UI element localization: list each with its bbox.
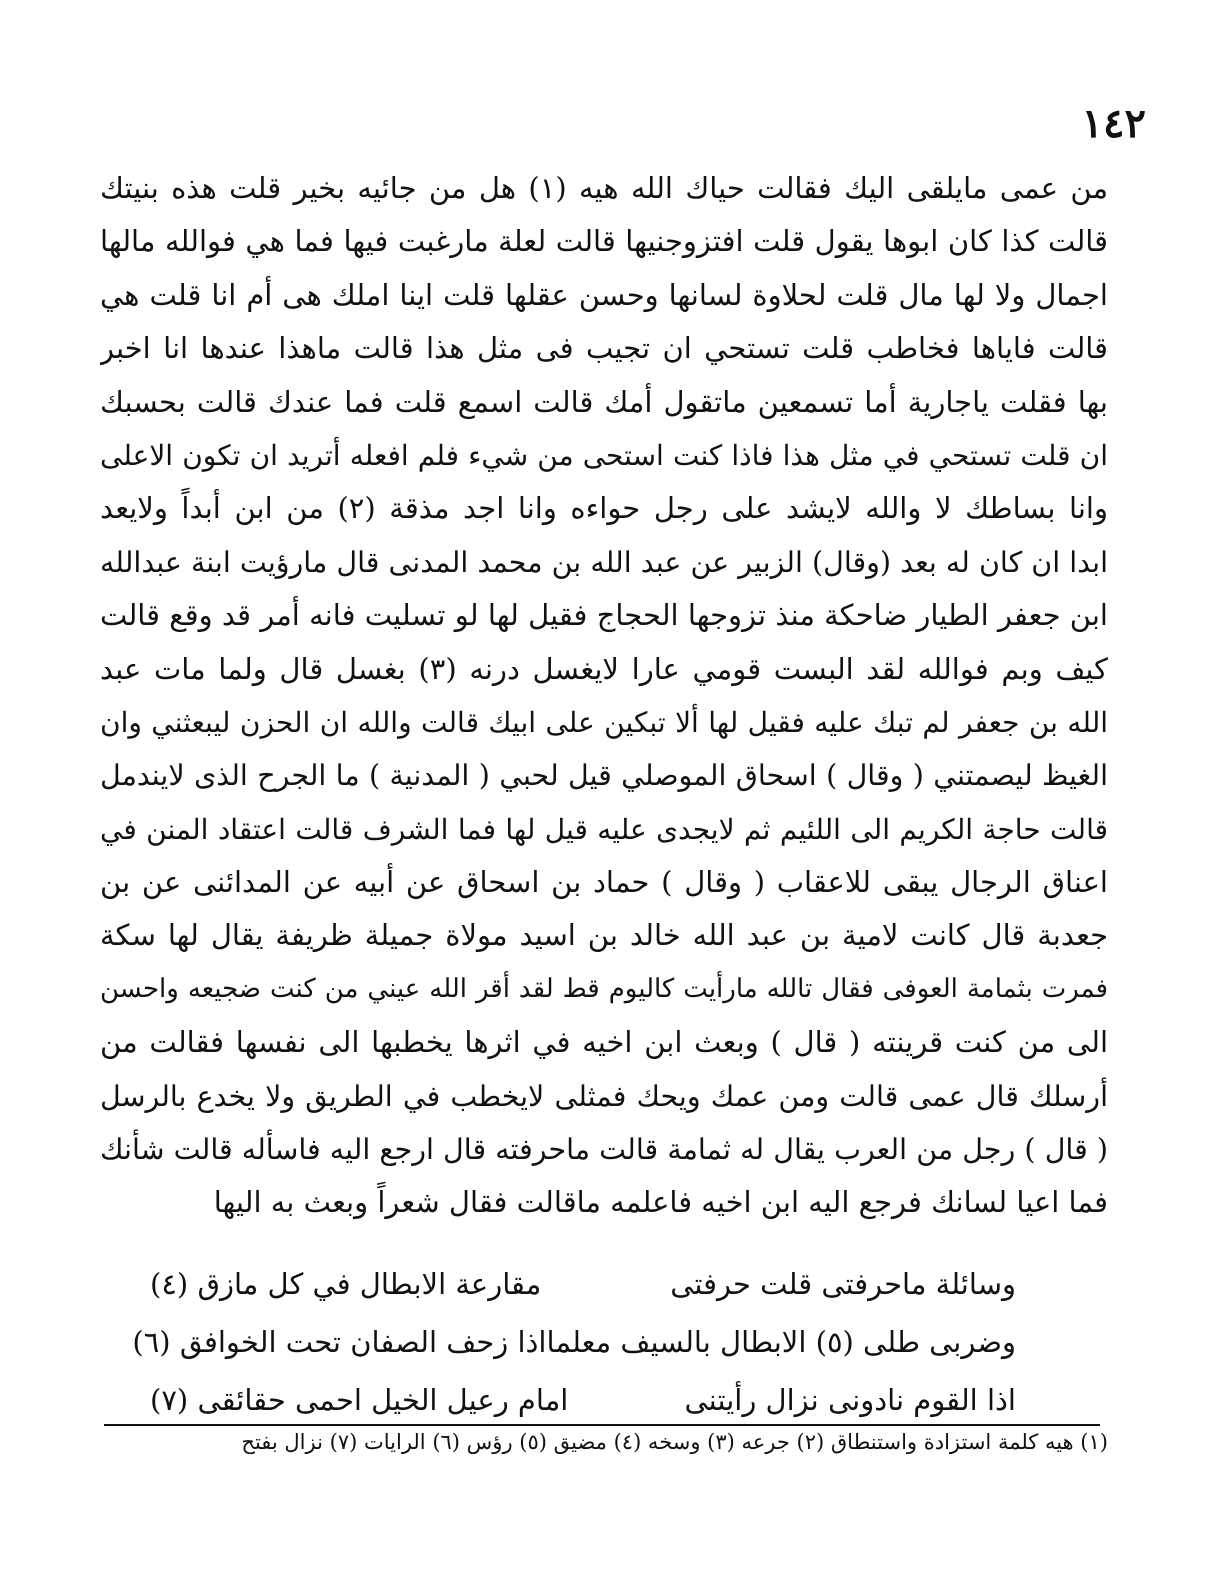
text-line: كيف وبم فوالله لقد البست قومي عارا لايغسل درنه (٣) بغسل قال ولما مات عبد bbox=[100, 651, 1108, 686]
verse-second-hemistich: اذا زحف الصفان تحت الخوافق (٦) bbox=[132, 1325, 547, 1359]
text-line: اعناق الرجال يبقى للاعقاب ( وقال ) حماد بن اسحاق عن أبيه عن المدائنى عن بن bbox=[100, 865, 1108, 900]
text-line: ابدا ان كان له بعد (وقال) الزبير عن عبد الله بن محمد المدنى قال مارؤيت ابنة عبدالله bbox=[100, 545, 1108, 579]
text-line: اجمال ولا لها مال قلت لحلاوة لسانها وحسن عقلها قلت اينا املك هى أم انا قلت هي bbox=[100, 277, 1108, 312]
text-line: ان قلت تستحي في مثل هذا فاذا كنت استحى من شيء فلم افعله أتريد ان تكون الاعلى bbox=[100, 438, 1108, 472]
text-line: ابن جعفر الطيار ضاحكة منذ تزوجها الحجاج فقيل لها لو تسليت فانه أمر قد وقع قالت bbox=[100, 598, 1108, 633]
text-line: ( قال ) رجل من العرب يقال له ثمامة قالت ماحرفته قال ارجع اليه فاسأله قالت شأنك bbox=[100, 1133, 1108, 1167]
text-line: الغيظ ليصمتني ( وقال ) اسحاق الموصلي قيل لحبي ( المدنية ) ما الجرح الذى لايندمل bbox=[100, 759, 1108, 793]
text-line: وانا بساطك لا والله لايشد على رجل حواءه وانا اجد مذقة (٢) من ابن أبداً ولايعد bbox=[100, 491, 1108, 526]
verse-second-hemistich: مقارعة الابطال في كل مازق (٤) bbox=[150, 1267, 542, 1301]
text-line: فما اعيا لسانك فرجع اليه ابن اخيه فاعلمه ماقالت فقال شعراً وبعث به اليها bbox=[213, 1185, 1108, 1220]
footnote-divider bbox=[104, 1424, 1100, 1426]
text-line: الى من كنت قرينته ( قال ) وبعث ابن اخيه في اثرها يخطبها الى نفسها فقالت من bbox=[100, 1025, 1108, 1060]
verse bbox=[132, 1313, 1016, 1371]
verse-second-hemistich: امام رعيل الخيل احمى حقائقى (٧) bbox=[150, 1383, 569, 1417]
verse bbox=[150, 1255, 1016, 1313]
verse-first-hemistich: وسائلة ماحرفتى قلت حرفتى bbox=[670, 1267, 1016, 1301]
body-text bbox=[100, 162, 1108, 1230]
poem-verses bbox=[132, 1255, 1016, 1429]
text-line: فمرت بثمامة العوفى فقال تالله مارأيت كاليوم قط لقد أقر الله عيني من كنت ضجيعه واحسن bbox=[100, 973, 1108, 1004]
text-line: قالت فاياها فخاطب قلت تستحي ان تجيب فى مثل هذا قالت ماهذا عندها انا اخبر bbox=[100, 331, 1108, 366]
verse-first-hemistich: اذا القوم نادونى نزال رأيتنى bbox=[684, 1383, 1016, 1417]
footnotes: (١) هيه كلمة استزادة واستنطاق (٢) جرعه (٣) وسخه (٤) مضيق (٥) رؤس (٦) الرايات (٧) نزال بفتح bbox=[241, 1430, 1108, 1454]
verse-first-hemistich: وضربى طلى (٥) الابطال بالسيف معلما bbox=[546, 1325, 1016, 1359]
text-line: بها فقلت ياجارية أما تسمعين ماتقول أمك قالت اسمع قلت فما عندك قالت بحسبك bbox=[100, 384, 1108, 419]
text-line: جعدبة قال كانت لامية بن عبد الله خالد بن اسيد مولاة جميلة ظريفة يقال لها سكة bbox=[100, 918, 1108, 953]
verse bbox=[150, 1371, 1016, 1429]
text-line: من عمى مايلقى اليك فقالت حياك الله هيه (١) هل من جائيه بخير قلت هذه بنيتك bbox=[100, 171, 1108, 205]
text-line: الله بن جعفر لم تبك عليه فقيل لها ألا تبكين على ابيك قالت والله ان الحزن ليبعثني وان bbox=[100, 705, 1108, 739]
text-line: أرسلك قال عمى قالت ومن عمك ويحك فمثلى لايخطب في الطريق ولا يخدع بالرسل bbox=[100, 1079, 1108, 1113]
page-number: ١٤٢ bbox=[1081, 100, 1146, 147]
text-line: قالت حاجة الكريم الى اللئيم ثم لايجدى عليه قيل لها فما الشرف قالت اعتقاد المنن في bbox=[100, 812, 1108, 846]
text-line: قالت كذا كان ابوها يقول قلت افتزوجنيها قالت لعلة مارغبت فيها فما هي فوالله مالها bbox=[100, 224, 1108, 259]
